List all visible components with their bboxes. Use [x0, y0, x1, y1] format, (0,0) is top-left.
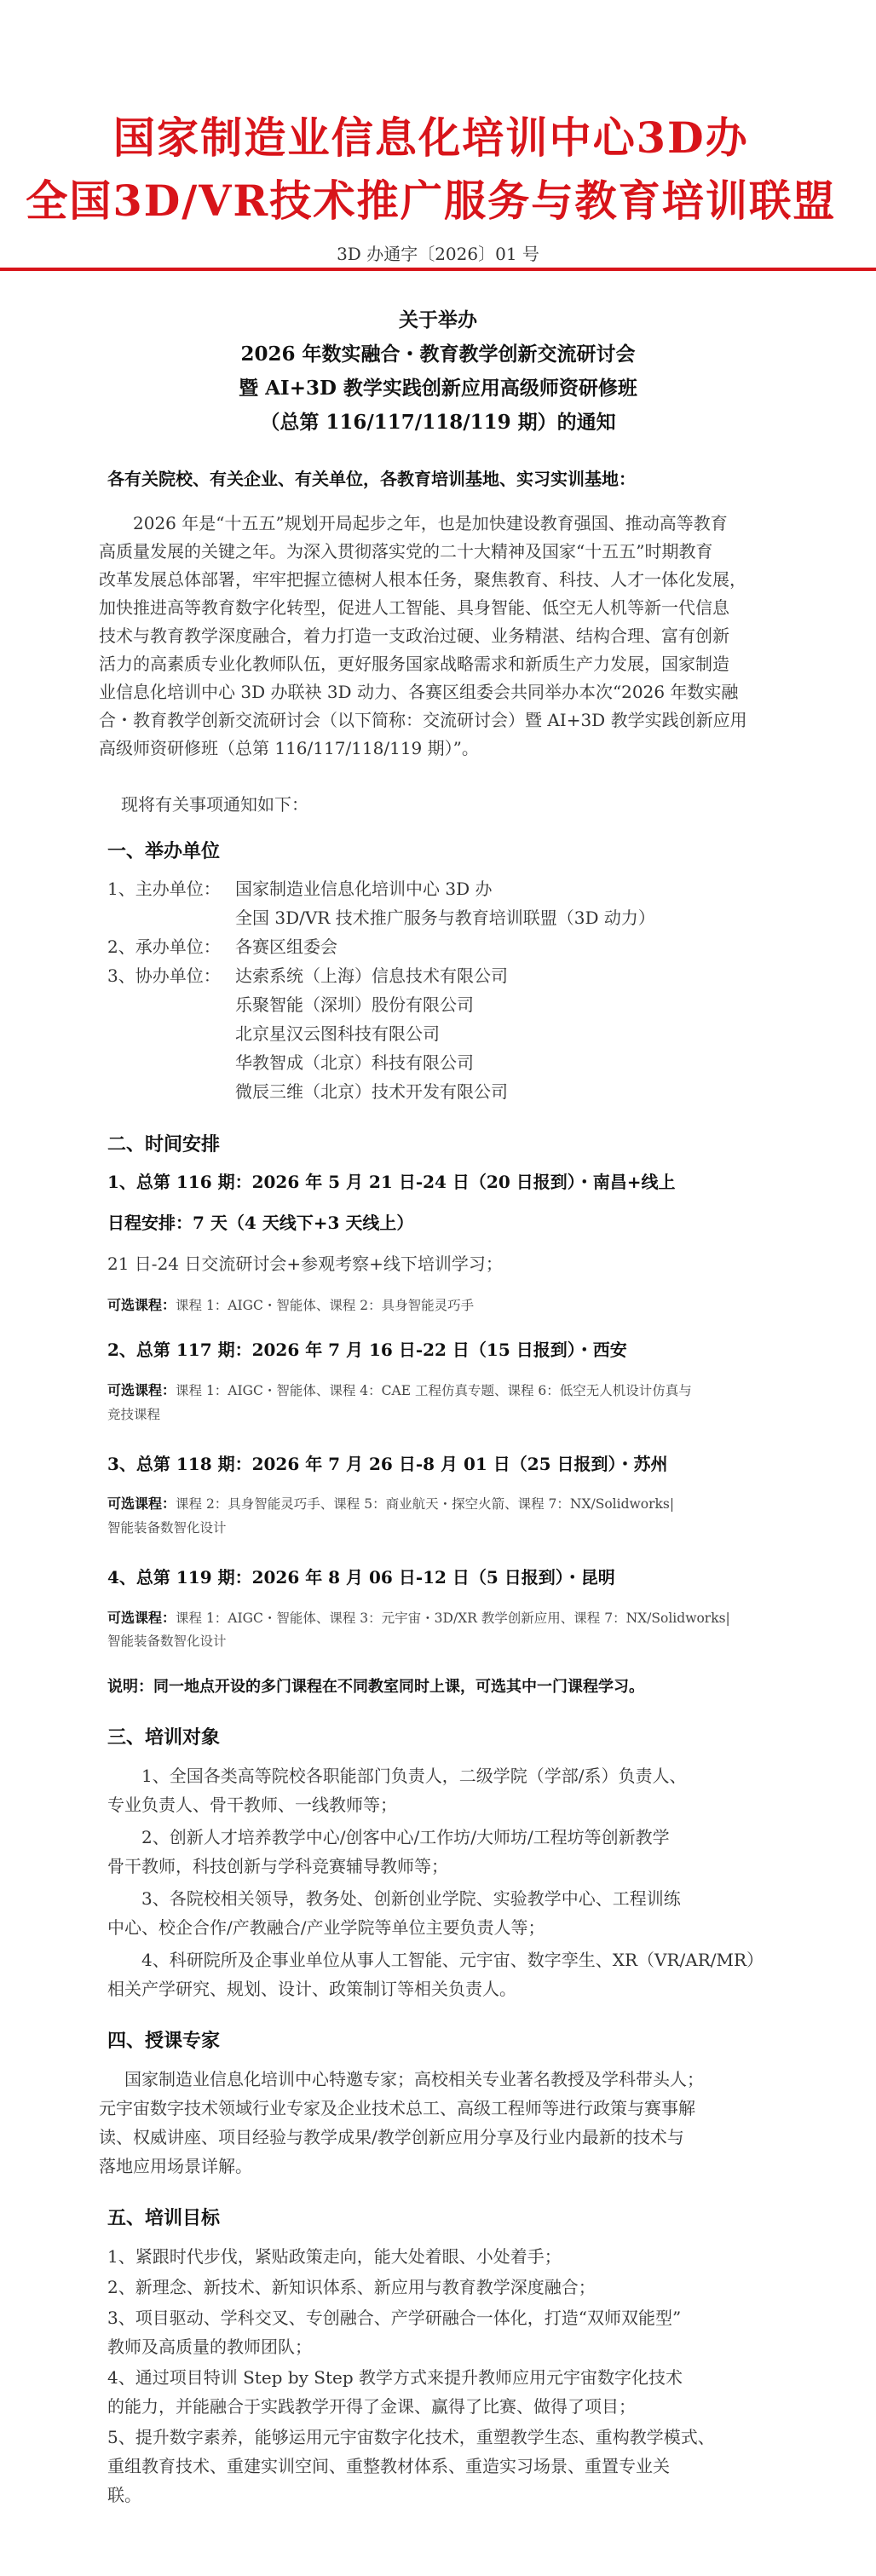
intro-line: 活力的高素质专业化教师队伍，更好服务国家战略需求和新质生产力发展，国家制造 — [99, 654, 729, 674]
host-unit: 国家制造业信息化培训中心 3D 办 — [235, 879, 493, 899]
organizer-label: 2、承办单位： — [107, 936, 221, 957]
optional-courses-text: 课程 1：AIGC・智能体、课程 3：元宇宙・3D/XR 教学创新应用、课程 7：NX/Solidworks| — [176, 1611, 730, 1626]
host-unit: 全国 3D/VR 技术推广服务与教育培训联盟（3D 动力） — [235, 908, 655, 928]
host-label: 1、主办单位： — [107, 879, 221, 899]
notice-title-line-1: 关于举办 — [399, 308, 477, 331]
audience-line: 中心、校企合作/产教融合/产业学院等单位主要负责人等； — [107, 1917, 545, 1938]
audience-line: 4、科研院所及企事业单位从事人工智能、元宇宙、数字孪生、XR（VR/AR/MR） — [141, 1950, 764, 1970]
session-117: 2、总第 117 期：2026 年 7 月 16 日-22 日（15 日报到）・西安 — [107, 1340, 627, 1360]
red-divider — [0, 268, 876, 271]
goal-line: 重组教育技术、重建实训空间、重整教材体系、重造实习场景、重置专业关 — [107, 2456, 670, 2476]
schedule-note: 说明：同一地点开设的多门课程在不同教室同时上课，可选其中一门课程学习。 — [107, 1678, 644, 1696]
document-number: 3D 办通字〔2026〕01 号 — [337, 244, 539, 264]
organizer-unit: 各赛区组委会 — [235, 936, 337, 957]
optional-courses-117 — [107, 1379, 692, 1399]
goal-line: 的能力，并能融合于实践教学开得了金课、赢得了比赛、做得了项目； — [107, 2396, 636, 2417]
optional-courses-label: 可选课程： — [107, 1610, 176, 1626]
goal-line: 5、提升数字素养，能够运用元宇宙数字化技术，重塑教学生态、重构教学模式、 — [107, 2427, 715, 2447]
audience-line: 相关产学研究、规划、设计、政策制订等相关负责人。 — [107, 1979, 516, 1999]
optional-courses-118-cont: 智能装备数智化设计 — [107, 1520, 227, 1536]
section-heading-schedule: 二、时间安排 — [107, 1133, 221, 1155]
co-organizer: 达索系统（上海）信息技术有限公司 — [235, 965, 508, 986]
letterhead-line-2: 全国3D/VR技术推广服务与教育培训联盟 — [26, 176, 837, 226]
intro-line: 合・教育教学创新交流研讨会（以下简称：交流研讨会）暨 AI+3D 教学实践创新应用 — [99, 710, 747, 730]
goal-line: 3、项目驱动、学科交叉、专创融合、产学研融合一体化，打造“双师双能型” — [107, 2308, 682, 2328]
optional-courses-text: 课程 1：AIGC・智能体、课程 4：CAE 工程仿真专题、课程 6：低空无人机设计仿真与 — [176, 1383, 692, 1398]
addressee: 各有关院校、有关企业、有关单位，各教育培训基地、实习实训基地： — [107, 469, 636, 489]
optional-courses-label: 可选课程： — [107, 1297, 176, 1313]
experts-line: 读、权威讲座、项目经验与教学成果/教学创新应用分享及行业内最新的技术与 — [99, 2127, 684, 2147]
audience-line: 1、全国各类高等院校各职能部门负责人，二级学院（学部/系）负责人、 — [141, 1766, 687, 1786]
co-organizer: 华教智成（北京）科技有限公司 — [235, 1052, 474, 1073]
optional-courses-label: 可选课程： — [107, 1495, 176, 1512]
experts-line: 落地应用场景详解。 — [99, 2156, 252, 2176]
notice-title-line-2: 2026 年数实融合・教育教学创新交流研讨会 — [240, 343, 636, 366]
intro-line: 2026 年是“十五五”规划开局起步之年，也是加快建设教育强国、推动高等教育 — [133, 513, 728, 533]
intro-line: 加快推进高等教育数字化转型，促进人工智能、具身智能、低空无人机等新一代信息 — [99, 597, 729, 618]
optional-courses-117-cont: 竞技课程 — [107, 1407, 161, 1422]
session-118: 3、总第 118 期：2026 年 7 月 26 日-8 月 01 日（25 日报到）・苏州 — [107, 1454, 668, 1474]
optional-courses-text: 课程 2：具身智能灵巧手、课程 5：商业航天・探空火箭、课程 7：NX/Solidworks| — [176, 1496, 675, 1512]
session-116: 1、总第 116 期：2026 年 5 月 21 日-24 日（20 日报到）・南昌+线上 — [107, 1172, 676, 1192]
section-heading-goals: 五、培训目标 — [107, 2207, 221, 2229]
section-heading-audience: 三、培训对象 — [107, 1726, 221, 1749]
optional-courses-119-cont: 智能装备数智化设计 — [107, 1634, 227, 1649]
intro-line: 高质量发展的关键之年。为深入贯彻落实党的二十大精神及国家“十五五”时期教育 — [99, 541, 713, 562]
optional-courses-label: 可选课程： — [107, 1382, 176, 1398]
experts-line: 国家制造业信息化培训中心特邀专家；高校相关专业著名教授及学科带头人； — [124, 2069, 704, 2089]
co-organizer: 微辰三维（北京）技术开发有限公司 — [235, 1081, 508, 1102]
co-organizer: 北京星汉云图科技有限公司 — [235, 1023, 440, 1044]
section-heading-organizers: 一、举办单位 — [107, 840, 221, 862]
intro-line: 业信息化培训中心 3D 办联袂 3D 动力、各赛区组委会共同举办本次“2026 年数实融 — [99, 682, 739, 702]
optional-courses-116 — [107, 1294, 474, 1314]
schedule-days: 日程安排：7 天（4 天线下+3 天线上） — [107, 1213, 414, 1233]
section-heading-experts: 四、授课专家 — [107, 2030, 221, 2052]
audience-line: 2、创新人才培养教学中心/创客中心/工作坊/大师坊/工程坊等创新教学 — [141, 1827, 670, 1847]
notice-title-line-3: 暨 AI+3D 教学实践创新应用高级师资研修班 — [239, 377, 637, 400]
notice-title-line-4: （总第 116/117/118/119 期）的通知 — [260, 411, 616, 434]
optional-courses-118 — [107, 1492, 674, 1513]
intro-line: 高级师资研修班（总第 116/117/118/119 期）”。 — [99, 738, 479, 758]
goal-line: 2、新理念、新技术、新知识体系、新应用与教育教学深度融合； — [107, 2277, 596, 2297]
optional-courses-text: 课程 1：AIGC・智能体、课程 2：具身智能灵巧手 — [176, 1298, 475, 1313]
audience-line: 专业负责人、骨干教师、一线教师等； — [107, 1795, 397, 1815]
co-organizer-label: 3、协办单位： — [107, 965, 221, 986]
goal-line: 教师及高质量的教师团队； — [107, 2337, 312, 2357]
goal-line: 1、紧跟时代步伐，紧贴政策走向，能大处着眼、小处着手； — [107, 2246, 562, 2267]
goal-line: 4、通过项目特训 Step by Step 教学方式来提升教师应用元宇宙数字化技术 — [107, 2367, 683, 2388]
experts-line: 元宇宙数字技术领域行业专家及企业技术总工、高级工程师等进行政策与赛事解 — [99, 2098, 695, 2118]
goal-line: 联。 — [107, 2485, 141, 2505]
optional-courses-119 — [107, 1606, 730, 1627]
intro-line: 改革发展总体部署，牢牢把握立德树人根本任务，聚焦教育、科技、人才一体化发展， — [99, 569, 746, 590]
audience-line: 3、各院校相关领导，教务处、创新创业学院、实验教学中心、工程训练 — [141, 1888, 681, 1909]
co-organizer: 乐聚智能（深圳）股份有限公司 — [235, 994, 474, 1015]
notice-lead: 现将有关事项通知如下： — [121, 794, 308, 815]
session-119: 4、总第 119 期：2026 年 8 月 06 日-12 日（5 日报到）・昆明 — [107, 1567, 615, 1588]
schedule-detail: 21 日-24 日交流研讨会+参观考察+线下培训学习； — [107, 1253, 503, 1274]
audience-line: 骨干教师，科技创新与学科竞赛辅导教师等； — [107, 1856, 448, 1876]
intro-line: 技术与教育教学深度融合，着力打造一支政治过硬、业务精湛、结构合理、富有创新 — [99, 625, 729, 646]
letterhead-line-1: 国家制造业信息化培训中心3D办 — [112, 112, 749, 163]
